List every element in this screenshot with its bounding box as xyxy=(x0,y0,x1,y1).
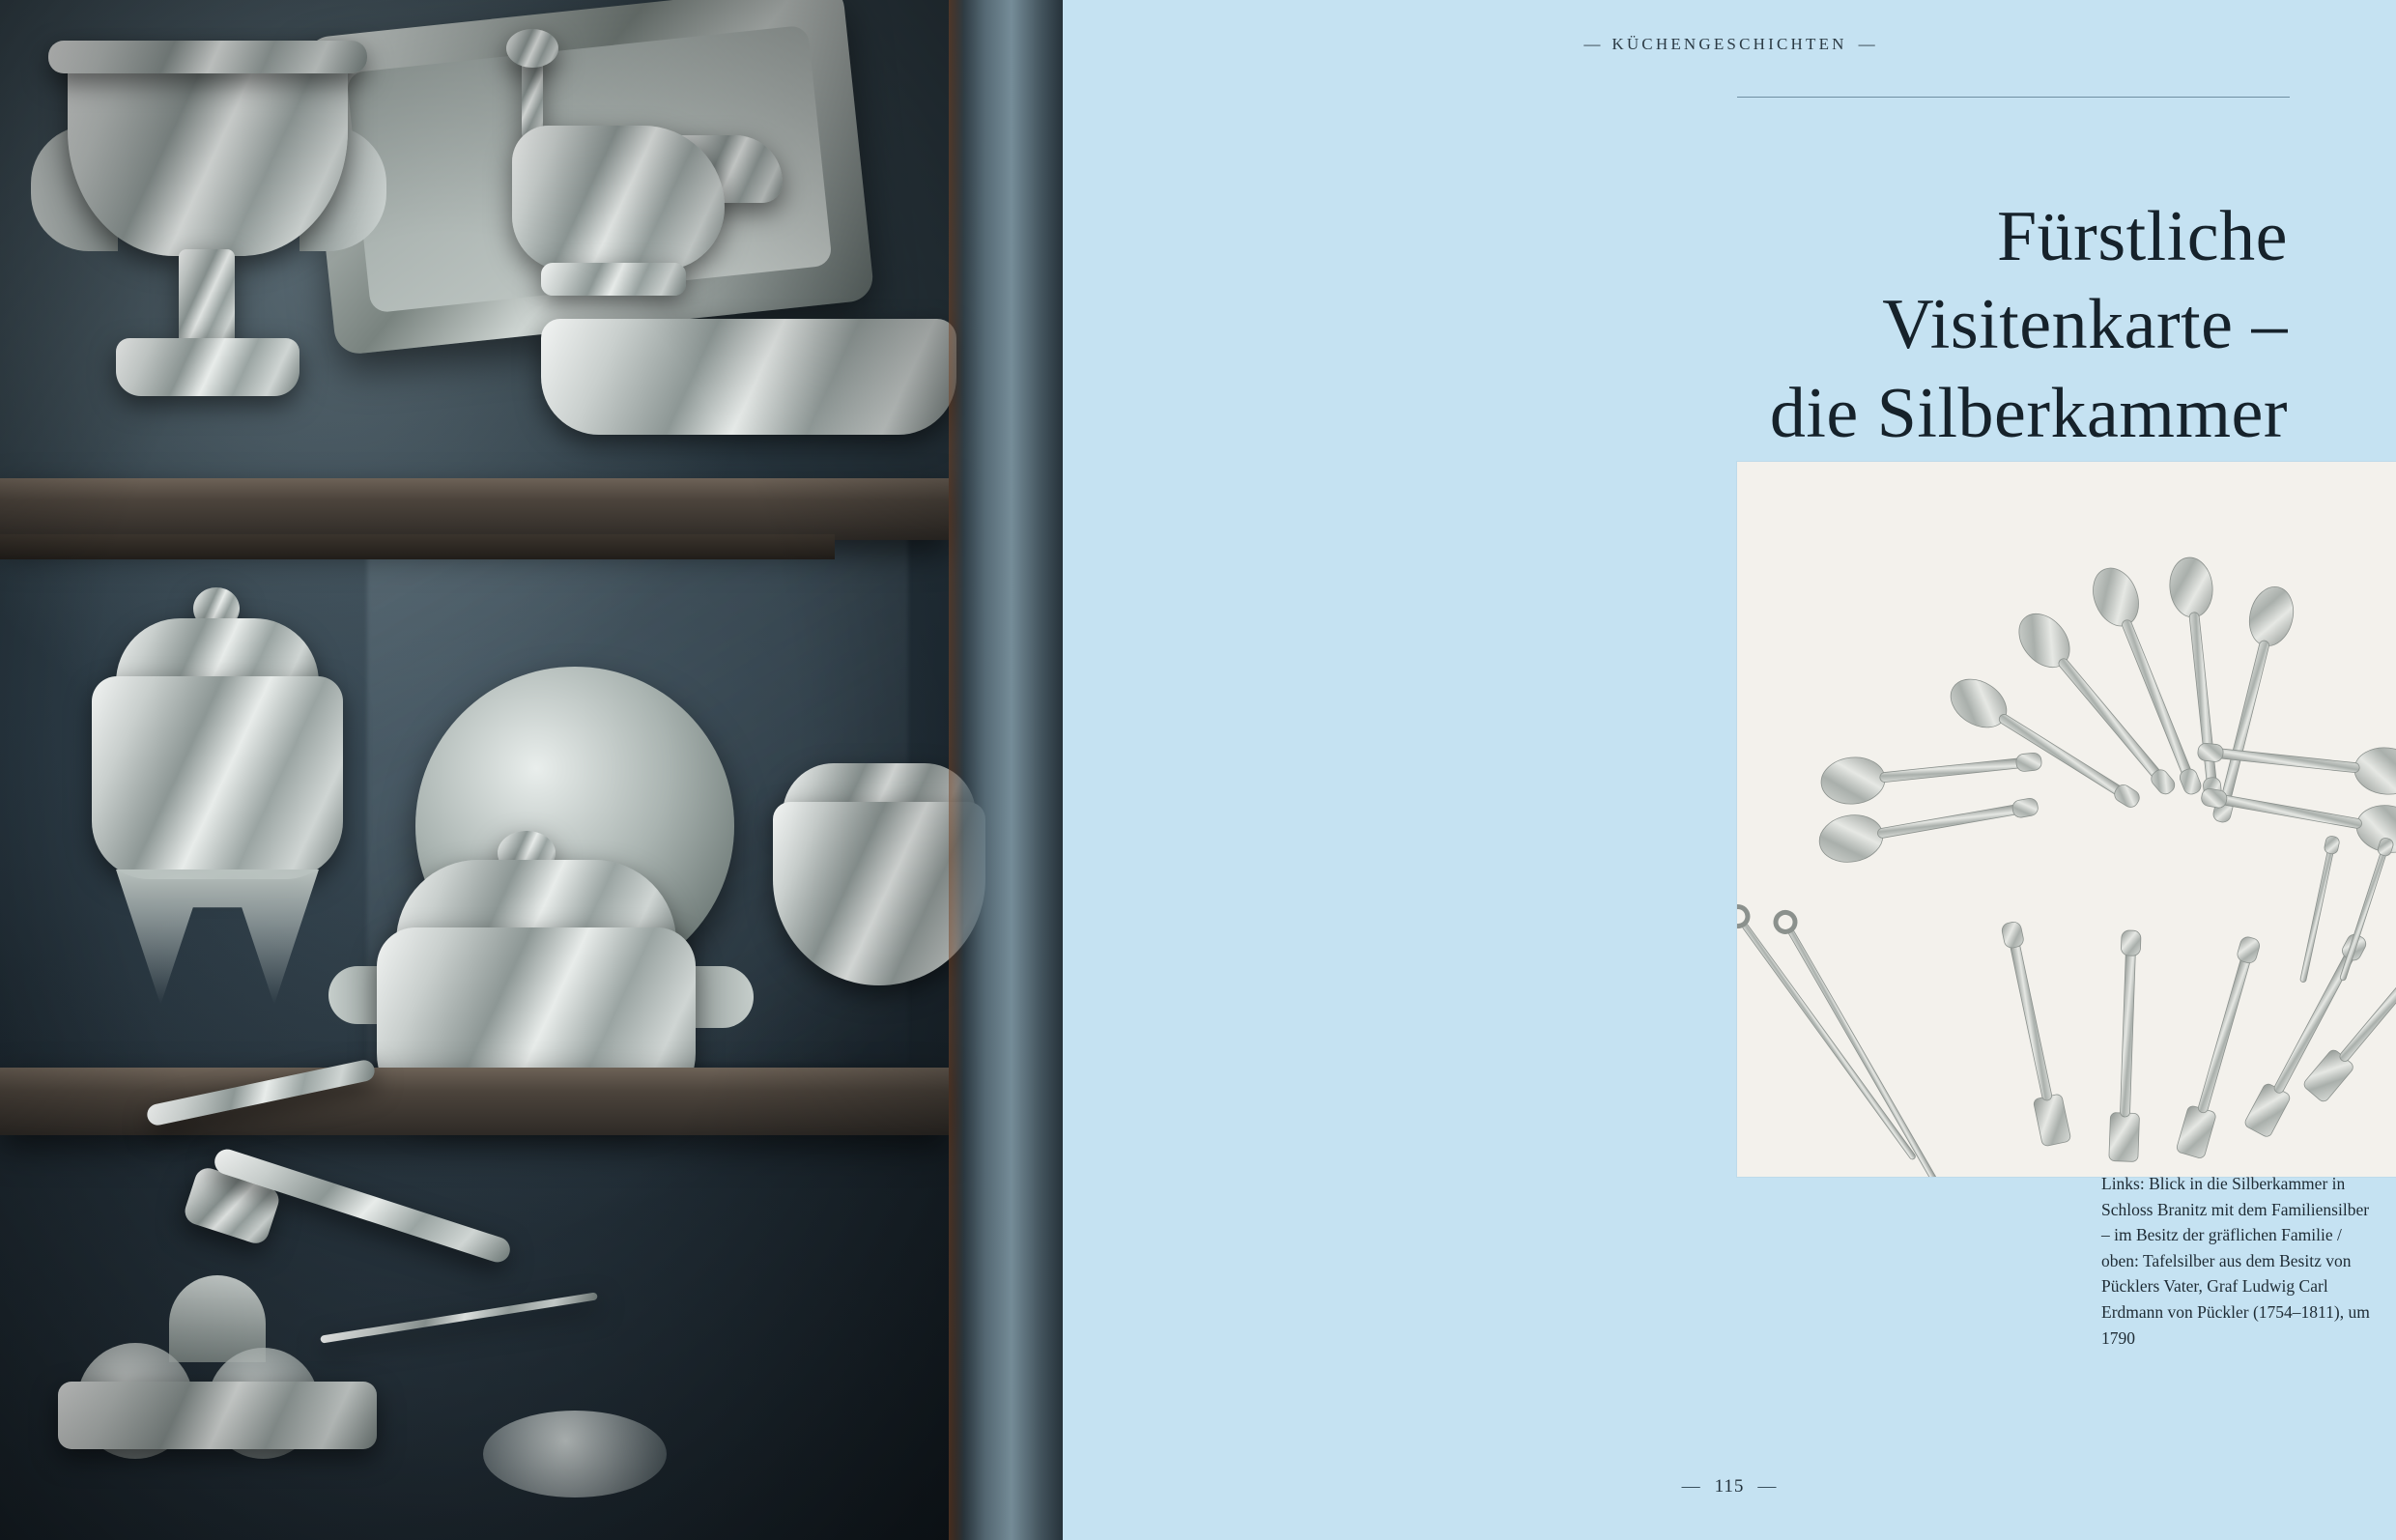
cabinet-frame-edge xyxy=(949,0,1063,1540)
right-page xyxy=(1063,0,2396,1540)
silver-skewer xyxy=(320,1292,598,1343)
folio-dash-left: — xyxy=(1681,1476,1701,1497)
running-head-dash-right: — xyxy=(1858,35,1875,53)
running-head-label: KÜCHENGESCHICHTEN xyxy=(1612,35,1847,53)
samovar-body xyxy=(92,676,343,879)
gravy-boat-foot xyxy=(541,263,686,296)
page-folio xyxy=(1063,1476,2396,1497)
figure-caption: Links: Blick in die Silberkammer in Schloss Branitz mit dem Familiensilber – im Besitz der gräflichen Familie / oben: Tafelsilber aus dem Besitz von Pücklers Vater, Graf Ludwig Carl Erdmann von Pückler (1754–1811), um 1790 xyxy=(2101,1174,2370,1348)
running-head xyxy=(1063,35,2396,54)
gravy-boat xyxy=(512,126,725,271)
headline-line-1: Fürstliche xyxy=(1997,196,2288,276)
headline-line-2: Visitenkarte – xyxy=(1882,285,2288,365)
gravy-boat-finial xyxy=(506,29,558,68)
folio-number: 115 xyxy=(1714,1476,1745,1497)
silver-urn-rim xyxy=(48,41,367,73)
silver-urn-stem xyxy=(179,249,235,346)
shelf-upper xyxy=(0,478,949,540)
cutlery-arrangement-illustration xyxy=(1737,462,2396,1177)
cutlery-figure xyxy=(1737,462,2396,1177)
left-page-photograph xyxy=(0,0,1063,1540)
shelf-upper-edge xyxy=(0,534,835,559)
page-title xyxy=(1302,193,2288,459)
headline-line-3: die Silberkammer xyxy=(1769,374,2288,454)
running-head-dash-left: — xyxy=(1583,35,1601,53)
covered-serving-dish xyxy=(541,319,956,435)
silberkammer-photo xyxy=(0,0,1063,1540)
silver-urn-cup xyxy=(68,48,348,256)
samovar-legs xyxy=(116,870,319,1005)
cruet-stand-base xyxy=(58,1382,377,1449)
silver-urn-foot xyxy=(116,338,300,396)
header-rule xyxy=(1737,97,2290,98)
glass-dish xyxy=(483,1411,667,1497)
folio-dash-right: — xyxy=(1757,1476,1778,1497)
shelf-lower xyxy=(0,1068,949,1135)
